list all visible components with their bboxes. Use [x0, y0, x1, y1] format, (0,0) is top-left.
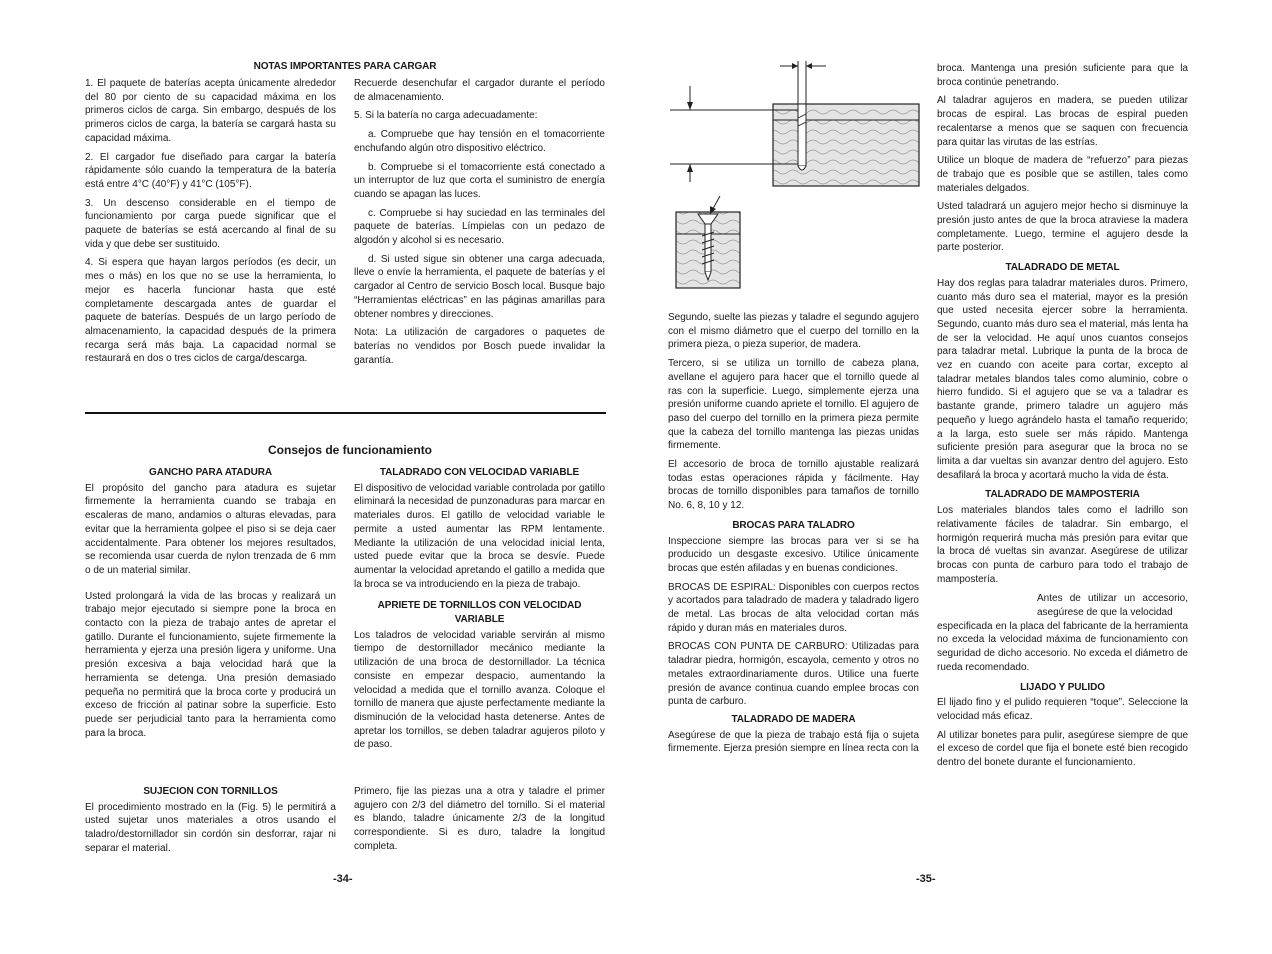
notas-paragraph: b. Compruebe si el tomacorriente está conectado a un interruptor de luz que corta el suministro de energía cuando se apagan las luces.	[354, 161, 605, 200]
brocas-paragraph: BROCAS CON PUNTA DE CARBURO: Utilizadas para taladrar piedra, hormigón, escayola, cemento y otros no metales extraordinariamente duros. Utilice una fuerte presión de avance continua cuando emplee brocas con punta de carburo.	[668, 641, 919, 708]
notas-paragraph: a. Compruebe que hay tensión en el tomacorriente enchufando algún otro dispositivo eléctrico.	[354, 129, 605, 154]
gancho-heading: GANCHO PARA ATADURA	[149, 467, 272, 478]
intro-paragraph: El accesorio de broca de tornillo ajustable realizará todas estas operaciones rápida y fácilmente. Hay brocas de tornillo disponibles para tamaños de tornillo No. 6, 8, 10 y 12.	[668, 459, 919, 512]
primero-column	[354, 785, 605, 859]
notas-paragraph: 2. El cargador fue diseñado para cargar la batería rápidamente sólo cuando la temperatura de la batería está entre 4°C (40°F) y 41°C (105°F).	[85, 151, 336, 190]
madera-continued-paragraph: Utilice un bloque de madera de “refuerzo” para piezas de trabajo que es posible que se astillen, tales como materiales delgados.	[937, 155, 1188, 194]
primero-paragraph: Primero, fije las piezas una a otra y taladre el primer agujero con 2/3 del diámetro del tornillo. Si el material es blando, taladre únicamente 2/3 de la longitud correspondiente. Si es duro, taladre la longitud completa.	[354, 786, 605, 852]
wood-block-top	[773, 104, 919, 186]
right-column-1	[668, 311, 919, 761]
gancho-column	[85, 466, 336, 745]
notas-paragraph: 3. Un descenso considerable en el tiempo de funcionamiento por carga puede significar que el paquete de baterías se está acercando al final de su vida y que debe ser sustituido.	[85, 197, 336, 250]
gancho-paragraph: Usted prolongará la vida de las brocas y realizará un trabajo mejor ejecutado si siempre pone la broca en contacto con la pieza de trabajo antes de apretar el gatillo. Durante el funcionamiento, sujete firmemente la herramienta y ejerza una presión ligera y uniforme. Una presión excesiva a baja velocidad hará que la herramienta se detenga. Una presión demasiado pequeña no permitirá que la broca corte y producirá un exceso de fricción al patinar sobre la superficie. Esto puede ser perjudicial tanto para la herramienta como para la broca.	[85, 590, 336, 739]
notas-paragraph: d. Si usted sigue sin obtener una carga adecuada, lleve o envíe la herramienta, el paquete de baterías y el cargador al Centro de servicio Bosch local. Busque bajo “Herramientas eléctricas” en las páginas amarillas para obtener nombres y direcciones.	[354, 253, 605, 320]
notas-paragraph: 4. Si espera que hayan largos períodos (es decir, un mes o más) en los que no se use la herramienta, lo mejor es hacerla funcionar hasta que esté completamente descargada antes de guardar el paquete de baterías. Después de un largo período de almacenamiento, la capacidad después de la primera recarga será más baja. La capacidad normal se restaurará en dos o tres ciclos de carga/descarga.	[85, 257, 336, 365]
sujecion-paragraph: El procedimiento mostrado en la (Fig. 5) le permitirá a usted sujetar unos materiales a otros usando el taladro/destornillador sin cordón sin desforrar, rajar ni separar el material.	[85, 801, 336, 854]
madera-paragraph: Asegúrese de que la pieza de trabajo está fija o sujeta firmemente. Ejerza presión siempre en línea recta con la	[668, 729, 919, 755]
metal-heading: TALADRADO DE METAL	[1005, 262, 1120, 274]
intro-paragraph: Segundo, suelte las piezas y taladre el segundo agujero con el mismo diámetro que el cuerpo del tornillo en la primera pieza, o pieza superior, de madera.	[668, 312, 919, 351]
brocas-paragraph: Inspeccione siempre las brocas para ver si se ha producido un desgaste excesivo. Utilice únicamente brocas que estén afiladas y en buenas condiciones.	[668, 535, 919, 574]
mamposteria-heading: TALADRADO DE MAMPOSTERIA	[985, 489, 1140, 501]
notas-paragraph: Nota: La utilización de cargadores o paquetes de baterías no vendidos por Bosch puede invalidar la garantía.	[354, 327, 605, 366]
madera-continued-paragraph: Al taladrar agujeros en madera, se pueden utilizar brocas de espiral. Las brocas de espiral pueden recalentarse a menos que se saquen con frecuencia para quitar las virutas de las estrías.	[937, 95, 1188, 148]
page-number-left: -34-	[333, 873, 353, 885]
notas-paragraph: c. Compruebe si hay suciedad en las terminales del paquete de baterías. Límpielas con un pedazo de algodón y alcohol si es necesario.	[354, 207, 605, 247]
brocas-paragraph: BROCAS DE ESPIRAL: Disponibles con cuerpos rectos y acortados para taladrado de madera y taladrado ligero de metal. Las brocas de alta velocidad cortan más rápido y duran más en materiales duros.	[668, 581, 919, 634]
notas-paragraph: Recuerde desenchufar el cargador durante el período de almacenamiento.	[354, 78, 605, 103]
sujecion-heading: SUJECION CON TORNILLOS	[143, 786, 278, 797]
accesorio-lead: Antes de utilizar un accesorio, asegúrese de que la velocidad	[1037, 593, 1188, 619]
apriete-paragraph: Los taladros de velocidad variable servirán al mismo tiempo de destornillador mecánico mediante la utilización de una broca de destornillador. La técnica consiste en empezar despacio, aumentando la velocidad a medida que el tornillo avanza. Coloque el tornillo de manera que ajuste perfectamente mediante la disminución de la velocidad hasta detenerse. Antes de apretar los tornillos, se deben taladrar agujeros piloto y de paso.	[354, 629, 605, 751]
intro-paragraph: Tercero, si se utiliza un tornillo de cabeza plana, avellane el agujero para hacer que el tornillo quede al ras con la superficie. Luego, simplemente ejerza una presión uniforme cuando apriete el tornillo. El agujero de paso del cuerpo del tornillo en la primera pieza permite que la cabeza del tornillo mantenga las piezas unidas firmemente.	[668, 358, 919, 452]
screw-fastening-figure	[668, 56, 920, 308]
page-number-right: -35-	[916, 873, 936, 885]
apriete-heading: APRIETE DE TORNILLOS CON VELOCIDAD VARIABLE	[377, 600, 582, 626]
notas-column-1	[85, 77, 336, 371]
sujecion-column	[85, 785, 336, 861]
accesorio-paragraph: especificada en la placa del fabricante de la herramienta no exceda la velocidad máxima de funcionamiento con seguridad de dicho accesorio. No exceda el diámetro de rueda recomendado.	[937, 620, 1188, 673]
lijado-paragraph: Al utilizar bonetes para pulir, asegúrese siempre de que el exceso de cordel que fija el bonete esté bien recogido dentro del bonete durante el funcionamiento.	[937, 729, 1188, 769]
madera-continued-paragraph: Usted taladrará un agujero mejor hecho si disminuye la presión justo antes de que la broca atraviese la madera completamente. Luego, termine el agujero desde la parte posterior.	[937, 201, 1188, 254]
notas-heading-block	[85, 60, 605, 76]
velocidad-heading: TALADRADO CON VELOCIDAD VARIABLE	[379, 467, 580, 478]
brocas-heading: BROCAS PARA TALADRO	[732, 519, 855, 531]
consejos-heading: Consejos de funcionamiento	[268, 443, 433, 457]
madera-heading: TALADRADO DE MADERA	[731, 713, 856, 725]
lijado-paragraph: El lijado fino y el pulido requieren “toque”. Seleccione la velocidad más eficaz.	[937, 697, 1188, 722]
metal-paragraph: Hay dos reglas para taladrar materiales duros. Primero, cuanto más duro sea el material, mayor es la presión que usted necesita ejercer sobre la herramienta. Segundo, cuanto más duro sea el material, más lenta ha de ser la velocidad. He aquí unos cuantos consejos para taladrar metal. Lubrique la punta de la broca de vez en cuando con aceite para cortar, excepto al taladrar metales blandos tales como aluminio, cobre o hierro fundido. Si el agujero que se va a taladrar es bastante grande, primero taladre un agujero más pequeño y luego agrándelo hasta el tamaño requerido; a la larga, esto suele ser más rápido. Mantenga suficiente presión para asegurar que la broca no se limita a dar vueltas sin avanzar dentro del agujero. Esto desafilará la broca y acortará mucho la vida de ésta.	[937, 277, 1188, 481]
madera-continued-paragraph: broca. Mantenga una presión suficiente para que la broca continúe penetrando.	[937, 63, 1188, 88]
notas-paragraph: 5. Si la batería no carga adecuadamente:	[354, 110, 538, 122]
notas-column-2	[354, 77, 605, 372]
notas-heading: NOTAS IMPORTANTES PARA CARGAR	[253, 61, 437, 72]
velocidad-paragraph: El dispositivo de velocidad variable controlada por gatillo eliminará la necesidad de punzonaduras para marcar en materiales duros. El gatillo de velocidad variable le permite a usted aumentar las RPM lentamente. Mediante la utilización de una velocidad inicial lenta, usted puede evitar que la broca se desvíe. Puede aumentar la velocidad apretando el gatillo a medida que la broca se va introduciendo en la pieza de trabajo.	[354, 482, 605, 590]
velocidad-column	[354, 466, 605, 757]
mamposteria-paragraph: Los materiales blandos tales como el ladrillo son relativamente fáciles de taladrar. Sin embargo, el hormigón requerirá mucha más presión para evitar que la broca dé vueltas sin avanzar. Asegúrese de utilizar brocas con punta de carburo para todo el trabajo de mampostería.	[937, 505, 1188, 585]
section-divider	[85, 412, 606, 414]
right-column-2	[937, 62, 1188, 775]
gancho-paragraph: El propósito del gancho para atadura es sujetar firmemente la herramienta cuando se trabaja en escaleras de mano, andamios o alturas elevadas, para evitar que la herramienta golpee el piso si se deja caer accidentalmente. Para obtener los mejores resultados, se recomienda usar cuerda de nylon trenzada de 6 mm o de un material similar.	[85, 482, 336, 576]
lijado-heading: LIJADO Y PULIDO	[1020, 681, 1105, 693]
notas-paragraph: 1. El paquete de baterías acepta únicamente alrededor del 80 por ciento de su capacidad máxima en los primeros ciclos de carga. Sin embargo, después de los primeros ciclos de carga, la batería se cargará hasta su capacidad máxima.	[85, 78, 336, 144]
